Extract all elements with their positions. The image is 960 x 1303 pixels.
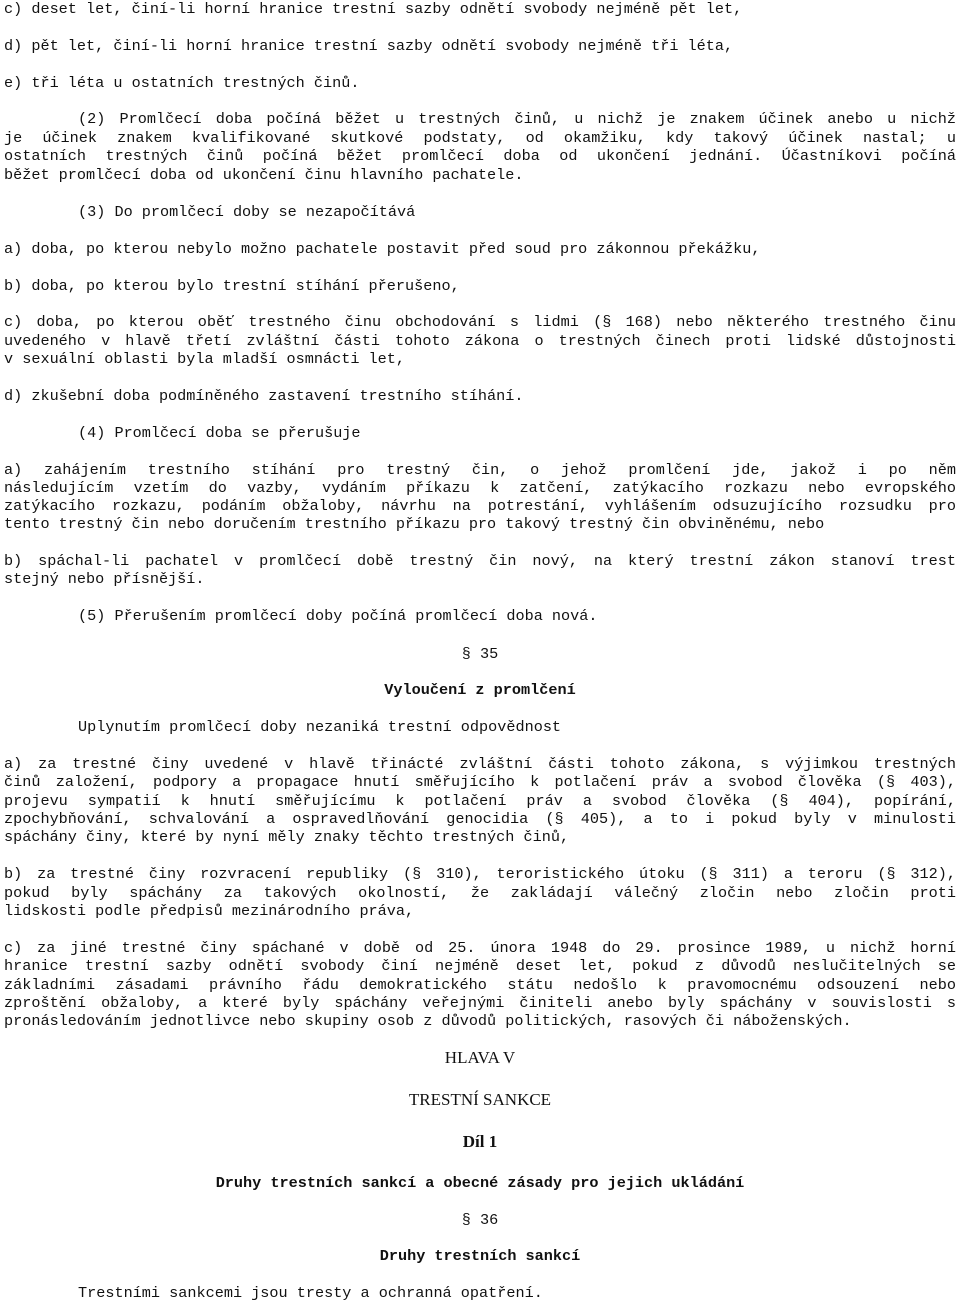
division-heading: Díl 1 [462, 1132, 498, 1151]
section-heading: Druhy trestních sankcí [379, 1247, 581, 1265]
text-line: d) pět let, činí-li horní hranice trestní sazby odnětí svobody nejméně tři léta, [4, 37, 734, 55]
text-line: c) doba, po kterou oběť trestného činu obchodování s lidmi (§ 168) nebo některého trestného činu [4, 313, 956, 331]
text-line: d) zkušební doba podmíněného zastavení trestního stíhání. [4, 387, 524, 405]
text-line: (3) Do promlčecí doby se nezapočítává [78, 203, 416, 221]
text-line: zatýkacího rozkazu, podáním obžaloby, návrhu na potrestání, vyhlášením odsuzujícího rozsudku pro [4, 497, 956, 515]
text-line: Trestními sankcemi jsou tresty a ochranná opatření. [78, 1284, 543, 1302]
section-number: § 35 [461, 645, 499, 663]
text-line: následujícím vzetím do vazby, vydáním příkazu k zatčení, zatýkacího rozkazu nebo evropského [4, 479, 956, 497]
text-line: pokud byly spáchány za takových okolností, že zakládají válečný zločin nebo zločin proti [4, 884, 956, 902]
part-title: TRESTNÍ SANKCE [408, 1090, 552, 1109]
part-heading: HLAVA V [444, 1048, 516, 1067]
text-line: b) doba, po kterou bylo trestní stíhání přerušeno, [4, 277, 460, 295]
text-line: základními zásadami právního řádu demokratického státu nedošlo k pravomocnému odsouzení nebo [4, 976, 956, 994]
text-line: a) doba, po kterou nebylo možno pachatele postavit před soud pro zákonnou překážku, [4, 240, 761, 258]
text-line: lidskosti podle předpisů mezinárodního práva, [4, 902, 415, 920]
section-heading: Vyloučení z promlčení [384, 681, 576, 699]
text-line: a) zahájením trestního stíhání pro trestný čin, o jehož promlčení jde, jakož i po něm [4, 461, 956, 479]
text-line: e) tři léta u ostatních trestných činů. [4, 74, 360, 92]
section-number: § 36 [461, 1211, 499, 1229]
division-title: Druhy trestních sankcí a obecné zásady pro jejich ukládání [215, 1174, 745, 1192]
text-line: b) za trestné činy rozvracení republiky (§ 310), teroristického útoku (§ 311) a teroru (§ 312), [4, 865, 956, 883]
text-line: (5) Přerušením promlčecí doby počíná promlčecí doba nová. [78, 607, 598, 625]
text-line: stejný nebo přísnější. [4, 570, 205, 588]
text-line: c) za jiné trestné činy spáchané v době od 25. února 1948 do 29. prosince 1989, u nichž horní [4, 939, 956, 957]
text-line: běžet promlčecí doba od ukončení činu hlavního pachatele. [4, 166, 524, 184]
text-line: tento trestný čin nebo doručením trestního příkazu pro takový trestný čin obviněnému, nebo [4, 515, 825, 533]
text-line: a) za trestné činy uvedené v hlavě třinácté zvláštní části tohoto zákona, s výjimkou trestných [4, 755, 956, 773]
text-line: zproštění obžaloby, a které byly spáchány veřejnými činiteli anebo byly spáchány v souvislosti s [4, 994, 956, 1012]
text-line: (4) Promlčecí doba se přerušuje [78, 424, 361, 442]
text-line: b) spáchal-li pachatel v promlčecí době trestný čin nový, na který trestní zákon stanoví trest [4, 552, 956, 570]
text-line: c) deset let, činí-li horní hranice trestní sazby odnětí svobody nejméně pět let, [4, 0, 743, 18]
text-line: spáchány činy, které by nyní měly znaky těchto trestných činů, [4, 828, 570, 846]
text-line: (2) Promlčecí doba počíná běžet u trestných činů, u nichž je znakem účinek anebo u nichž [78, 110, 956, 128]
text-line: projevu sympatií k hnutí směřujícímu k potlačení práv a svobod člověka (§ 404), popírání, [4, 792, 956, 810]
text-line: hranice trestní sazby odnětí svobody činí nejméně deset let, pokud z důvodů neslučitelných se [4, 957, 956, 975]
text-line: v sexuální oblasti byla mladší osmnácti let, [4, 350, 406, 368]
text-line: je účinek znakem kvalifikované skutkové podstaty, od okamžiku, kdy takový účinek nastal; u [4, 129, 956, 147]
text-line: ostatních trestných činů počíná běžet promlčecí doba od ukončení jednání. Účastníkovi počíná [4, 147, 956, 165]
text-line: činů založení, podpory a propagace hnutí směřujícího k potlačení práv a svobod člověka (§ 403), [4, 773, 956, 791]
text-line: Uplynutím promlčecí doby nezaniká trestní odpovědnost [78, 718, 562, 736]
text-line: zpochybňování, schvalování a ospravedlňování genocidia (§ 405), a to i pokud byly v minulosti [4, 810, 956, 828]
text-line: uvedeného v hlavě třetí zvláštní části tohoto zákona o trestných činech proti lidské důstojnosti [4, 332, 956, 350]
text-line: pronásledováním jednotlivce nebo skupiny osob z důvodů politických, rasových či náboženských. [4, 1012, 852, 1030]
